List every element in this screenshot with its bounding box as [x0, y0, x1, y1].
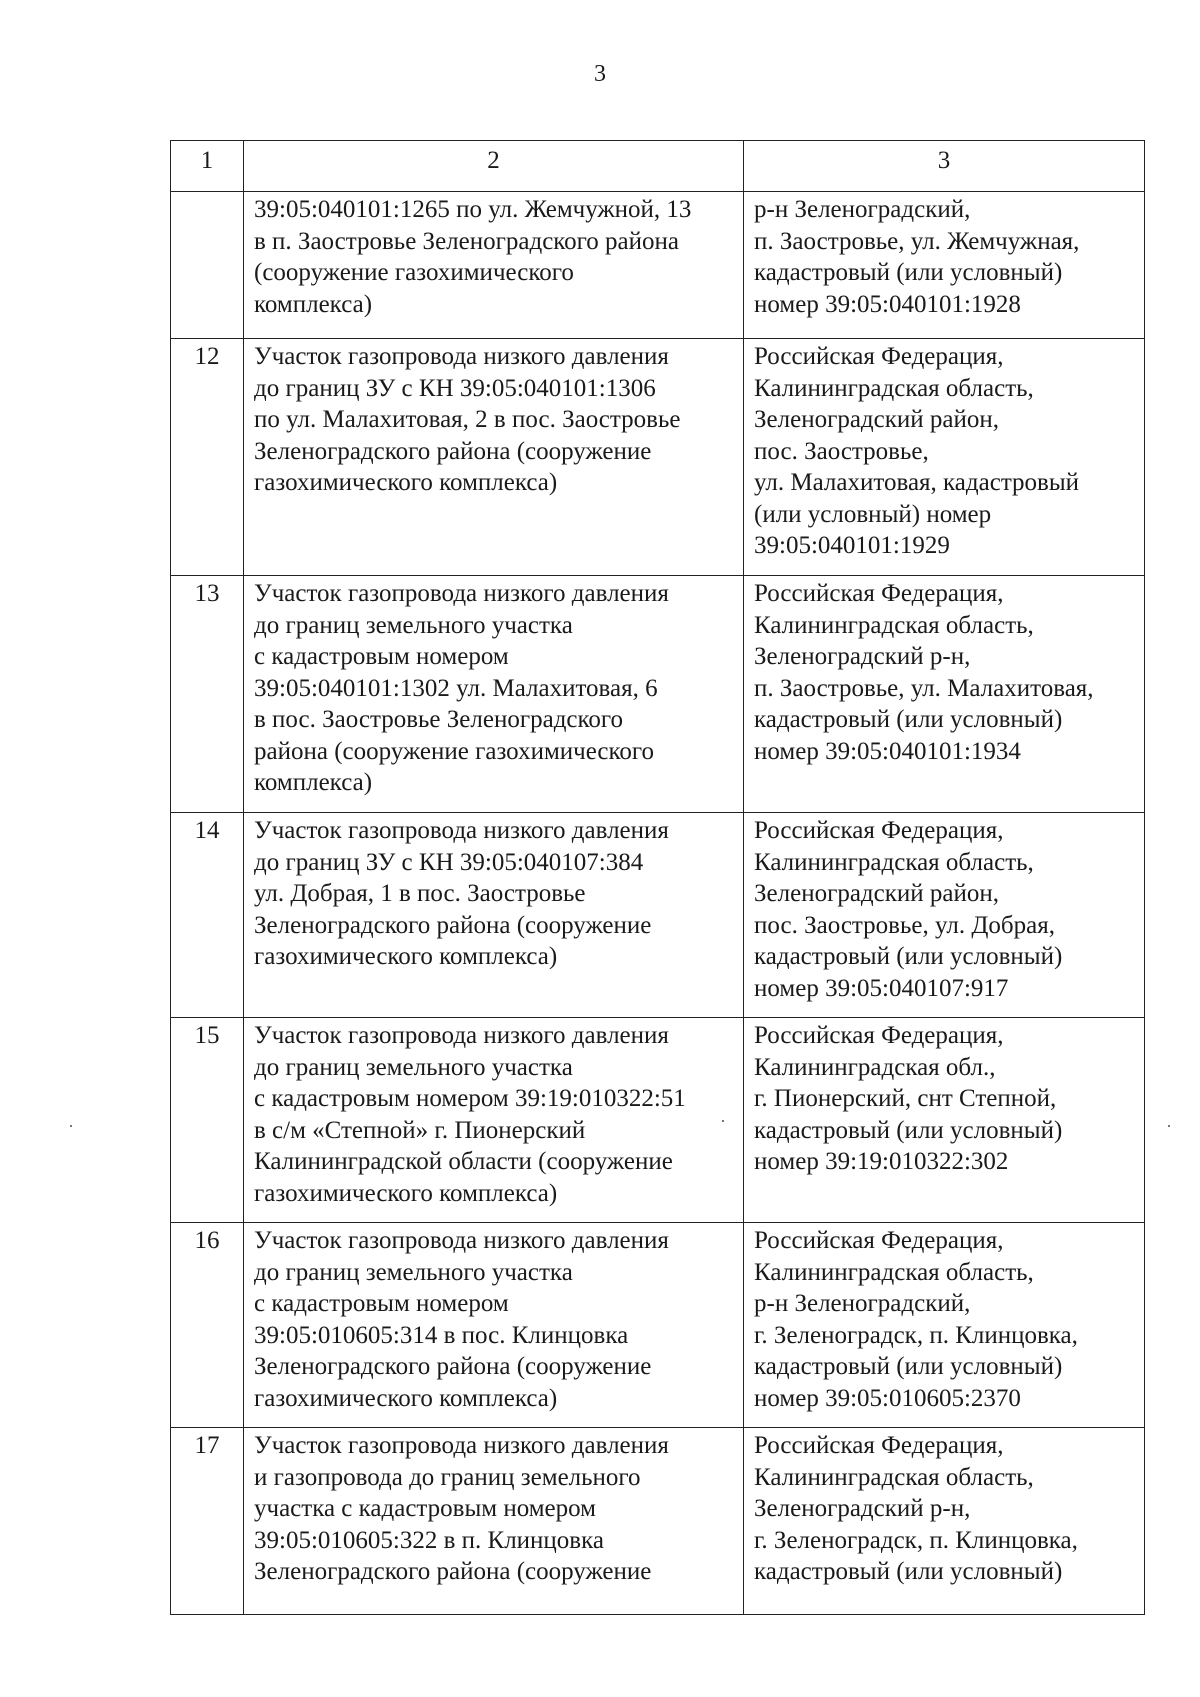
text-line: Калининградская обл., — [754, 1053, 996, 1081]
row-number: 13 — [171, 576, 244, 813]
object-description-cell — [244, 1428, 744, 1615]
text-line: п. Заостровье, ул. Жемчужная, — [754, 227, 1080, 255]
object-address-cell — [744, 576, 1145, 813]
text-line: г. Зеленоградск, п. Клинцовка, — [754, 1526, 1078, 1554]
row-number: 12 — [171, 339, 244, 576]
text-line: газохимического комплекса) — [254, 1179, 558, 1207]
text-line: Российская Федерация, — [754, 817, 1004, 844]
text-line: р-н Зеленоградский, — [754, 196, 971, 223]
text-line: в п. Заостровье Зеленоградского района — [254, 227, 679, 255]
text-line: газохимического комплекса) — [254, 469, 558, 496]
text-line: кадастровый (или условный) — [754, 1116, 1063, 1144]
text-line: ул. Добрая, 1 в пос. Заостровье — [254, 880, 586, 907]
text-line: до границ земельного участка — [254, 1258, 573, 1286]
text-line: номер 39:19:010322:302 — [754, 1148, 1009, 1175]
table-row — [171, 1428, 1145, 1615]
text-line: кадастровый (или условный) — [754, 1558, 1063, 1585]
scan-speck — [1168, 1125, 1170, 1127]
table-row — [171, 1223, 1145, 1428]
table-row — [171, 1018, 1145, 1223]
text-line: г. Пионерский, снт Степной, — [754, 1085, 1057, 1112]
object-address-cell — [744, 192, 1145, 339]
text-line: кадастровый (или условный) — [754, 259, 1063, 286]
text-line: номер 39:05:040101:1928 — [754, 290, 1021, 318]
text-line: Участок газопровода низкого давления — [254, 1227, 669, 1254]
text-line: до границ земельного участка — [254, 1053, 573, 1081]
text-line: номер 39:05:010605:2370 — [754, 1384, 1021, 1412]
text-line: до границ ЗУ с КН 39:05:040101:1306 — [254, 374, 656, 402]
object-description-cell — [244, 576, 744, 813]
text-line: с кадастровым номером — [254, 643, 509, 670]
header-col-2: 2 — [244, 141, 744, 192]
table-row — [171, 576, 1145, 813]
text-line: 39:05:040101:1302 ул. Малахитовая, 6 — [254, 674, 658, 702]
text-line: Калининградская область, — [754, 374, 1034, 402]
row-number: 16 — [171, 1223, 244, 1428]
text-line: Участок газопровода низкого давления — [254, 1022, 669, 1049]
text-line: кадастровый (или условный) — [754, 943, 1063, 970]
text-line: по ул. Малахитовая, 2 в пос. Заостровье — [254, 406, 681, 433]
text-line: Калининградская область, — [754, 1463, 1034, 1491]
text-line: 39:05:010605:314 в пос. Клинцовка — [254, 1321, 629, 1349]
page-number: 3 — [594, 61, 606, 87]
text-line: Калининградская область, — [754, 1258, 1034, 1286]
text-line: до границ ЗУ с КН 39:05:040107:384 — [254, 848, 644, 876]
text-line: Зеленоградского района (сооружение — [254, 437, 652, 465]
text-line: Зеленоградский р-н, — [754, 643, 971, 670]
text-line: Зеленоградского района (сооружение — [254, 1353, 652, 1380]
row-number — [171, 192, 244, 339]
object-address-cell — [744, 1223, 1145, 1428]
text-line: Зеленоградского района (сооружение — [254, 1558, 652, 1585]
table-row — [171, 339, 1145, 576]
objects-table — [170, 140, 1145, 1615]
header-col-1: 1 — [171, 141, 244, 192]
text-line: до границ земельного участка — [254, 611, 573, 639]
object-description-cell — [244, 192, 744, 339]
object-description-cell — [244, 1223, 744, 1428]
text-line: 39:05:040101:1929 — [754, 532, 950, 559]
text-line: (или условный) номер — [754, 500, 992, 528]
text-line: Российская Федерация, — [754, 343, 1004, 370]
object-description-cell — [244, 339, 744, 576]
row-number: 15 — [171, 1018, 244, 1223]
object-address-cell — [744, 1018, 1145, 1223]
text-line: Российская Федерация, — [754, 580, 1004, 607]
row-number: 14 — [171, 813, 244, 1018]
text-line: в с/м «Степной» г. Пионерский — [254, 1116, 586, 1144]
text-line: Зеленоградский район, — [754, 880, 999, 907]
object-description-cell — [244, 813, 744, 1018]
text-line: кадастровый (или условный) — [754, 706, 1063, 733]
table-header-row — [171, 141, 1145, 192]
text-line: Российская Федерация, — [754, 1227, 1004, 1254]
object-address-cell — [744, 813, 1145, 1018]
scan-speck — [70, 1125, 72, 1127]
text-line: Участок газопровода низкого давления — [254, 580, 669, 607]
scan-speck — [722, 1120, 724, 1122]
text-line: Российская Федерация, — [754, 1432, 1004, 1459]
text-line: ул. Малахитовая, кадастровый — [754, 469, 1080, 496]
text-line: с кадастровым номером 39:19:010322:51 — [254, 1085, 686, 1112]
row-number: 17 — [171, 1428, 244, 1615]
text-line: Участок газопровода низкого давления — [254, 343, 669, 370]
table-row — [171, 813, 1145, 1018]
text-line: р-н Зеленоградский, — [754, 1290, 971, 1317]
table-row — [171, 192, 1145, 339]
text-line: газохимического комплекса) — [254, 943, 558, 970]
text-line: газохимического комплекса) — [254, 1384, 558, 1412]
object-address-cell — [744, 339, 1145, 576]
text-line: Российская Федерация, — [754, 1022, 1004, 1049]
header-col-3: 3 — [744, 141, 1145, 192]
text-line: п. Заостровье, ул. Малахитовая, — [754, 674, 1094, 702]
text-line: Зеленоградского района (сооружение — [254, 911, 652, 939]
text-line: 39:05:010605:322 в п. Клинцовка — [254, 1526, 604, 1554]
object-address-cell — [744, 1428, 1145, 1615]
text-line: участка с кадастровым номером — [254, 1495, 596, 1522]
text-line: Зеленоградский р-н, — [754, 1495, 971, 1522]
text-line: пос. Заостровье, — [754, 437, 929, 465]
text-line: Участок газопровода низкого давления — [254, 817, 669, 844]
text-line: в пос. Заостровье Зеленоградского — [254, 706, 624, 733]
text-line: кадастровый (или условный) — [754, 1353, 1063, 1380]
text-line: и газопровода до границ земельного — [254, 1463, 641, 1491]
text-line: Зеленоградский район, — [754, 406, 999, 433]
text-line: с кадастровым номером — [254, 1290, 509, 1317]
text-line: пос. Заостровье, ул. Добрая, — [754, 911, 1055, 939]
text-line: Калининградская область, — [754, 848, 1034, 876]
text-line: Калининградской области (сооружение — [254, 1148, 673, 1175]
text-line: (сооружение газохимического — [254, 259, 574, 286]
object-description-cell — [244, 1018, 744, 1223]
text-line: номер 39:05:040101:1934 — [754, 737, 1021, 765]
text-line: комплекса) — [254, 769, 373, 796]
text-line: номер 39:05:040107:917 — [754, 974, 1009, 1002]
text-line: района (сооружение газохимического — [254, 737, 655, 765]
text-line: г. Зеленоградск, п. Клинцовка, — [754, 1321, 1078, 1349]
text-line: 39:05:040101:1265 по ул. Жемчужной, 13 — [254, 196, 692, 223]
text-line: комплекса) — [254, 290, 373, 318]
text-line: Калининградская область, — [754, 611, 1034, 639]
text-line: Участок газопровода низкого давления — [254, 1432, 669, 1459]
